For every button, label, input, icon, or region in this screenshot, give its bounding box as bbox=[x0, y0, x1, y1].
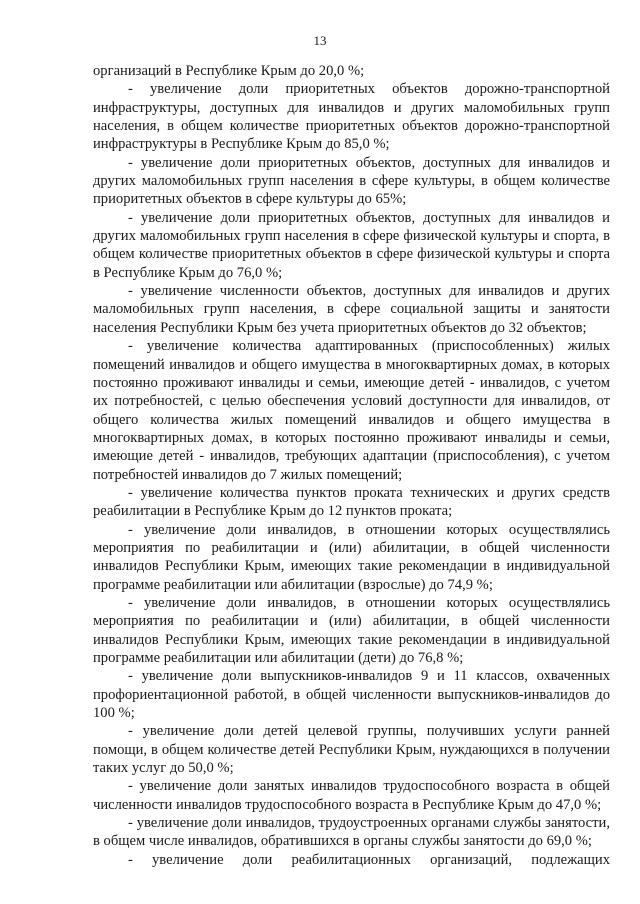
list-item-rehab-organizations: - увеличение доли реабилитационных организаций, подлежащих bbox=[128, 851, 610, 868]
document-body bbox=[93, 62, 610, 869]
list-item-rehab-children: - увеличение доли инвалидов, в отношении которых осуществлялись мероприятия по реабилитации и (или) абилитации, в общей численности инвалидов Республики Крым, имеющих такие рекомендации в индивидуальной программе реабилитации или абилитации (дети) до 76,8 %; bbox=[93, 594, 610, 666]
list-item-rehab-adults: - увеличение доли инвалидов, в отношении которых осуществлялись мероприятия по реабилитации и (или) абилитации, в общей численности инвалидов Республики Крым, имеющих такие рекомендации в индивидуальной программе реабилитации или абилитации (взрослые) до 74,9 %; bbox=[93, 521, 610, 593]
list-item-early-help: - увеличение доли детей целевой группы, получивших услуги ранней помощи, в общем количестве детей Республики Крым, нуждающихся в получении таких услуг до 50,0 %; bbox=[93, 723, 610, 777]
list-item-career-guidance: - увеличение доли выпускников-инвалидов 9 и 11 классов, охваченных профориентационной работой, в общей численности выпускников-инвалидов до 100 %; bbox=[93, 668, 610, 722]
list-item-social-objects: - увеличение численности объектов, доступных для инвалидов и других маломобильных групп населения, в сфере социальной защиты и занятости населения Республики Крым без учета приоритетных объектов до 32 объектов; bbox=[93, 283, 610, 336]
list-item-sport-objects: - увеличение доли приоритетных объектов, доступных для инвалидов и других маломобильных групп населения в сфере физической культуры и спорта, в общем количестве приоритетных объектов в сфере физической культуры и спорта в Республике Крым до 76,0 %; bbox=[93, 209, 610, 281]
list-item-culture-objects: - увеличение доли приоритетных объектов, доступных для инвалидов и других маломобильных групп населения в сфере культуры, в общем количестве приоритетных объектов в сфере культуры до 65%; bbox=[93, 154, 610, 208]
page-number: 13 bbox=[313, 33, 327, 48]
paragraph-continuation: организаций в Республике Крым до 20,0 %; bbox=[93, 63, 365, 79]
list-item-employed-disabled: - увеличение доли занятых инвалидов трудоспособного возраста в общей численности инвалидов трудоспособного возраста в Республике Крым до 47,0 %; bbox=[93, 778, 610, 813]
list-item-adapted-housing: - увеличение количества адаптированных (приспособленных) жилых помещений инвалидов и общего имущества в многоквартирных домах, в которых постоянно проживают инвалиды и семьи, имеющие детей - инвалидов, с учетом их потребностей, с целью обеспечения условий доступности для инвалидов, от общего количества жилых помещений инвалидов и общего имущества в многоквартирных домах, в которых постоянно проживают инвалиды и семьи, имеющие детей - инвалидов, требующих адаптации (приспособления), с учетом потребностей инвалидов до 7 жилых помещений; bbox=[93, 338, 610, 483]
list-item-rental-points: - увеличение количества пунктов проката технических и других средств реабилитации в Республике Крым до 12 пунктов проката; bbox=[93, 484, 610, 520]
list-item-employment-service: - увеличение доли инвалидов, трудоустроенных органами службы занятости, в общем числе инвалидов, обратившихся в органы службы занятости до 69,0 %; bbox=[93, 815, 610, 850]
list-item-road-infrastructure: - увеличение доли приоритетных объектов дорожно-транспортной инфраструктуры, доступных для инвалидов и других маломобильных групп населения, в общем количестве приоритетных объектов дорожно-транспортной инфраструктуры в Республике Крым до 85,0 %; bbox=[93, 81, 610, 153]
